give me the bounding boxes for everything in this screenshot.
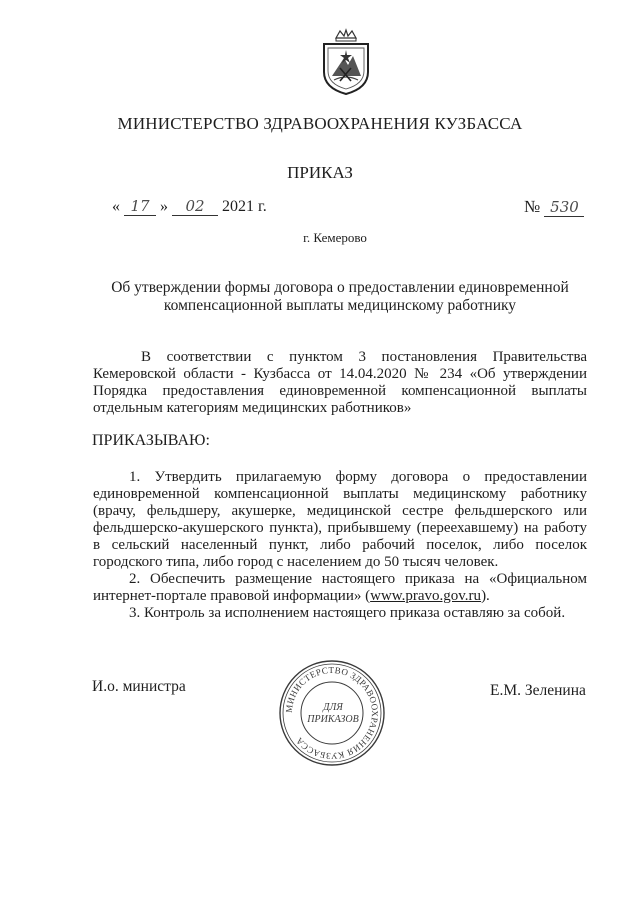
coat-of-arms-crest — [320, 28, 372, 96]
order-point-3: 3. Контроль за исполнением настоящего приказа оставляю за собой. — [129, 605, 566, 621]
date-year: 2021 г. — [222, 198, 267, 215]
order-points — [93, 469, 587, 622]
document-type: ПРИКАЗ — [287, 163, 353, 182]
order-point-2-text: 2. Обеспечить размещение настоящего приказа на «Официальном интернет-портале правовой информации» ( — [93, 571, 587, 604]
title-line-1: Об утверждении формы договора о предоставлении единовременной — [111, 279, 569, 296]
date-day-handwritten: 17 — [124, 197, 156, 216]
order-point-2 — [93, 571, 587, 605]
date-close-quote: » — [160, 198, 168, 215]
date-month-handwritten: 02 — [172, 197, 218, 216]
number-sign: № — [524, 197, 541, 216]
ministry-name: МИНИСТЕРСТВО ЗДРАВООХРАНЕНИЯ КУЗБАССА — [117, 114, 523, 133]
pravo-link[interactable]: www.pravo.gov.ru — [370, 588, 482, 604]
order-number — [524, 197, 584, 217]
preamble-paragraph: В соответствии с пунктом 3 постановления Правительства Кемеровской области - Кузбасса от 14.04.2020 № 234 «Об утверждении Порядка предоставления единовременной компенсационной выплаты отдельным категориям медицинских работников» — [93, 349, 587, 416]
signer-title: И.о. министра — [92, 678, 186, 695]
directive-heading: ПРИКАЗЫВАЮ: — [92, 432, 210, 449]
seal-center-line-2: ПРИКАЗОВ — [307, 714, 359, 725]
order-point-2-end: ). — [481, 588, 490, 604]
seal-ring-text: МИНИСТЕРСТВО ЗДРАВООХРАНЕНИЯ КУЗБАССА — [283, 664, 381, 762]
city: г. Кемерово — [303, 230, 367, 245]
date-open-quote: « — [112, 198, 120, 215]
order-date — [112, 197, 267, 216]
seal-center-line-1: ДЛЯ — [323, 702, 343, 713]
document-title — [100, 279, 580, 315]
round-seal-stamp — [277, 658, 387, 768]
number-handwritten: 530 — [544, 198, 584, 217]
signer-name: Е.М. Зеленина — [490, 682, 586, 699]
order-point-1: 1. Утвердить прилагаемую форму договора о предоставлении единовременной компенсационной выплаты медицинскому работнику (врачу, фельдшеру, акушерке, медицинской сестре фельдшерского или фельдшерско-акушерского пункта), прибывшему (переехавшему) на работу в сельский населенный пункт, либо рабочий поселок, либо поселок городского типа, либо город с населением до 50 тысяч человек. — [93, 469, 587, 570]
title-line-2: компенсационной выплаты медицинскому работнику — [163, 297, 517, 314]
